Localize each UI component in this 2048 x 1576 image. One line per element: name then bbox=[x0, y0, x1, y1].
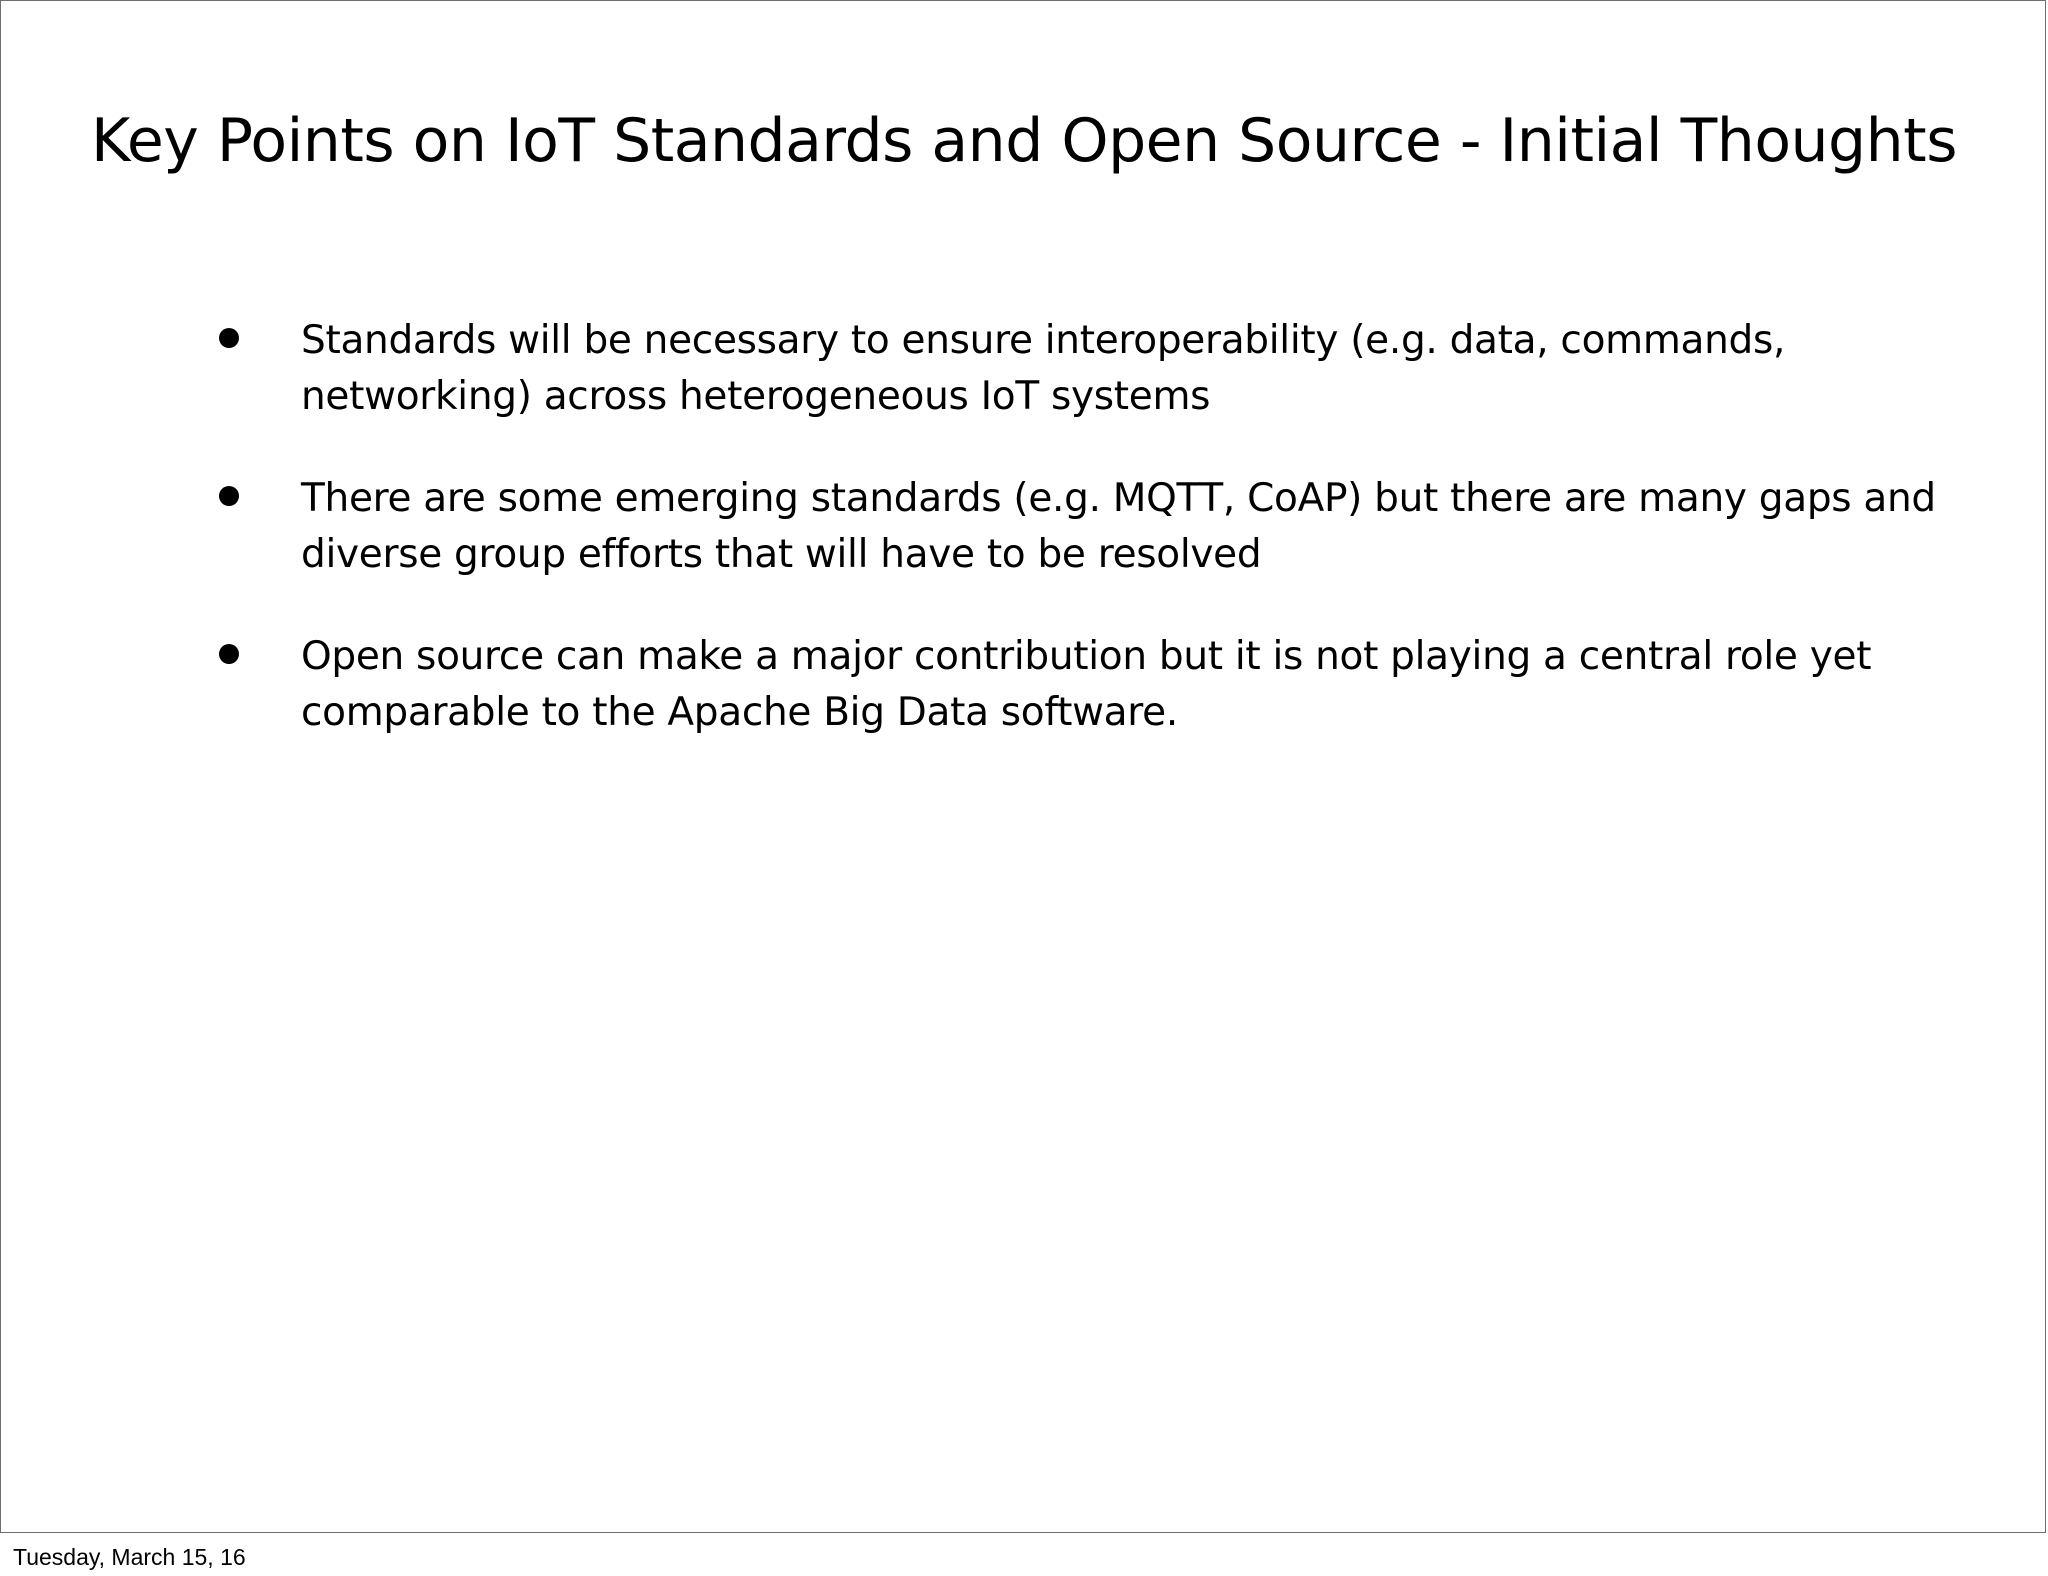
footer-date: Tuesday, March 15, 16 bbox=[13, 1544, 246, 1570]
bullet-text-line-1: Open source can make a major contribution but it is not playing a central role yet bbox=[301, 634, 1872, 679]
slide-title: Key Points on IoT Standards and Open Source - Initial Thoughts bbox=[91, 106, 1957, 176]
bullet-text-line-2: comparable to the Apache Big Data software. bbox=[301, 690, 1178, 735]
bullet-item bbox=[201, 629, 1991, 741]
bullet-dot-icon bbox=[219, 644, 239, 664]
bullet-text-line-1: There are some emerging standards (e.g. MQTT, CoAP) but there are many gaps and bbox=[301, 476, 1936, 521]
bullet-text-line-1: Standards will be necessary to ensure interoperability (e.g. data, commands, bbox=[301, 318, 1786, 363]
bullet-item bbox=[201, 313, 1991, 425]
bullet-dot-icon bbox=[219, 486, 239, 506]
bullet-list bbox=[201, 313, 1991, 787]
bullet-text-line-2: diverse group efforts that will have to be resolved bbox=[301, 532, 1262, 577]
bullet-item bbox=[201, 471, 1991, 583]
bullet-dot-icon bbox=[219, 328, 239, 348]
bullet-text-line-2: networking) across heterogeneous IoT systems bbox=[301, 374, 1211, 419]
